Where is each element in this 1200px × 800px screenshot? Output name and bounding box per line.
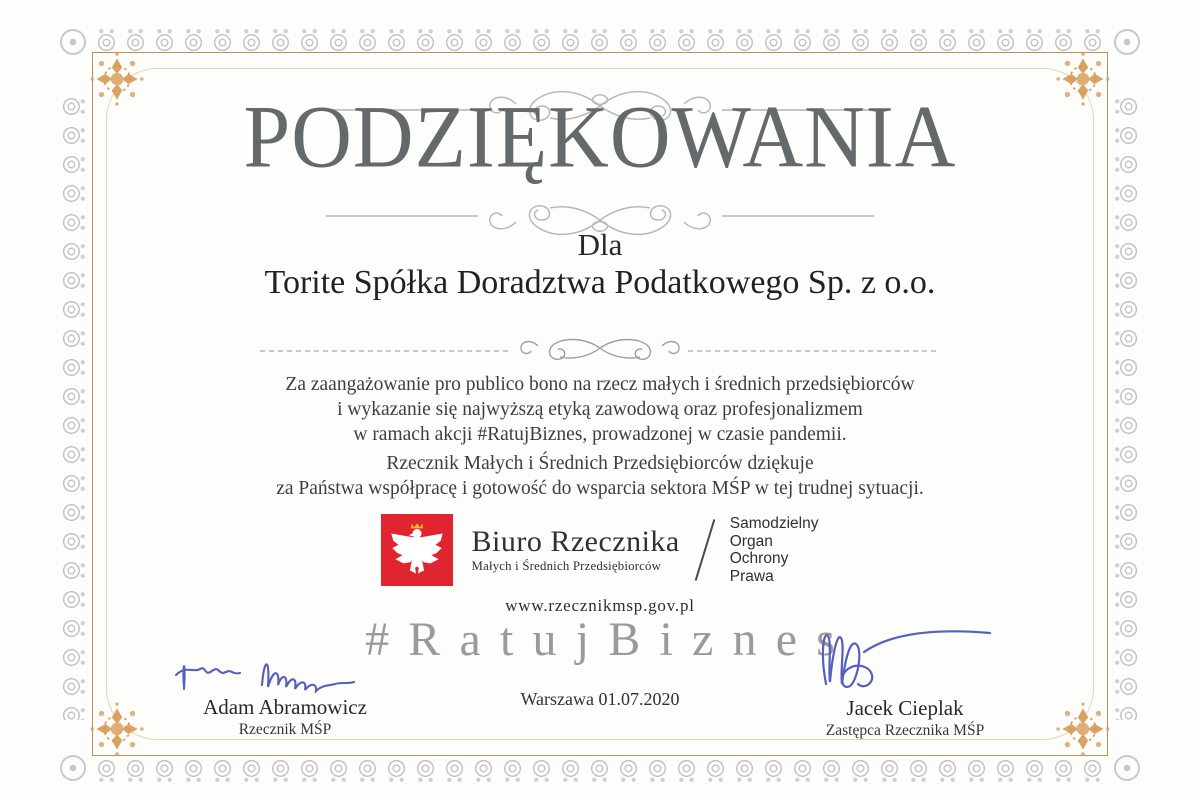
body-line: za Państwa współpracę i gotowość do wsparcia sektora MŚP w tej trudnej sytuacji. (276, 478, 924, 499)
signer-name: Adam Abramowicz (203, 695, 367, 719)
body-line: Za zaangażowanie pro publico bono na rzecz małych i średnich przedsiębiorców (285, 374, 915, 395)
logo-org-name: Biuro Rzecznika (471, 524, 680, 558)
certificate-title: PODZIĘKOWANIA (243, 88, 957, 187)
logo-side-line: Organ (729, 532, 773, 550)
body-line: Rzecznik Małych i Średnich Przedsiębiorców dziękuje (386, 453, 814, 474)
border-corner-ring-icon (60, 29, 86, 55)
logo-side-line: Ochrony (729, 550, 789, 567)
ombudsman-logo (0, 514, 1200, 586)
logo-side-line: Samodzielny (729, 515, 819, 532)
logo-side-line: Prawa (729, 567, 774, 585)
place-and-date: Warszawa 01.07.2020 (520, 689, 680, 709)
handwritten-signature-left (170, 645, 400, 693)
border-corner-ring-icon (1114, 755, 1140, 781)
signature-block-right (780, 612, 1030, 740)
logo-text-block (471, 524, 680, 574)
logo-side-text (730, 515, 819, 585)
body-paragraph-2 (0, 451, 1200, 501)
signer-role: Zastępca Rzecznika MŚP (825, 722, 985, 739)
signer-role: Rzecznik MŚP (238, 721, 332, 738)
body-line: w ramach akcji #RatujBiznes, prowadzonej w czasie pandemii. (353, 424, 847, 445)
polish-eagle-icon (381, 514, 453, 586)
body-line: i wykazanie się najwyższą etyką zawodową oraz profesjonalizmem (337, 399, 863, 420)
handwritten-signature-right (790, 612, 1020, 694)
slash-divider (694, 519, 715, 581)
recipient-name: Torite Spółka Doradztwa Podatkowego Sp. z o.o. (264, 264, 936, 301)
website-url: www.rzecznikmsp.gov.pl (505, 596, 695, 615)
signer-name: Jacek Cieplak (846, 696, 964, 720)
border-corner-ring-icon (1114, 29, 1140, 55)
dedication-label: Dla (577, 227, 623, 262)
section-divider-flourish (0, 330, 1200, 370)
logo-org-subtitle: Małych i Średnich Przedsiębiorców (471, 558, 662, 573)
campaign-hashtag: #RatujBiznes (365, 613, 855, 666)
border-corner-ring-icon (60, 755, 86, 781)
border-chain-bottom-ornament (92, 754, 1108, 784)
body-paragraph-1 (0, 372, 1200, 447)
